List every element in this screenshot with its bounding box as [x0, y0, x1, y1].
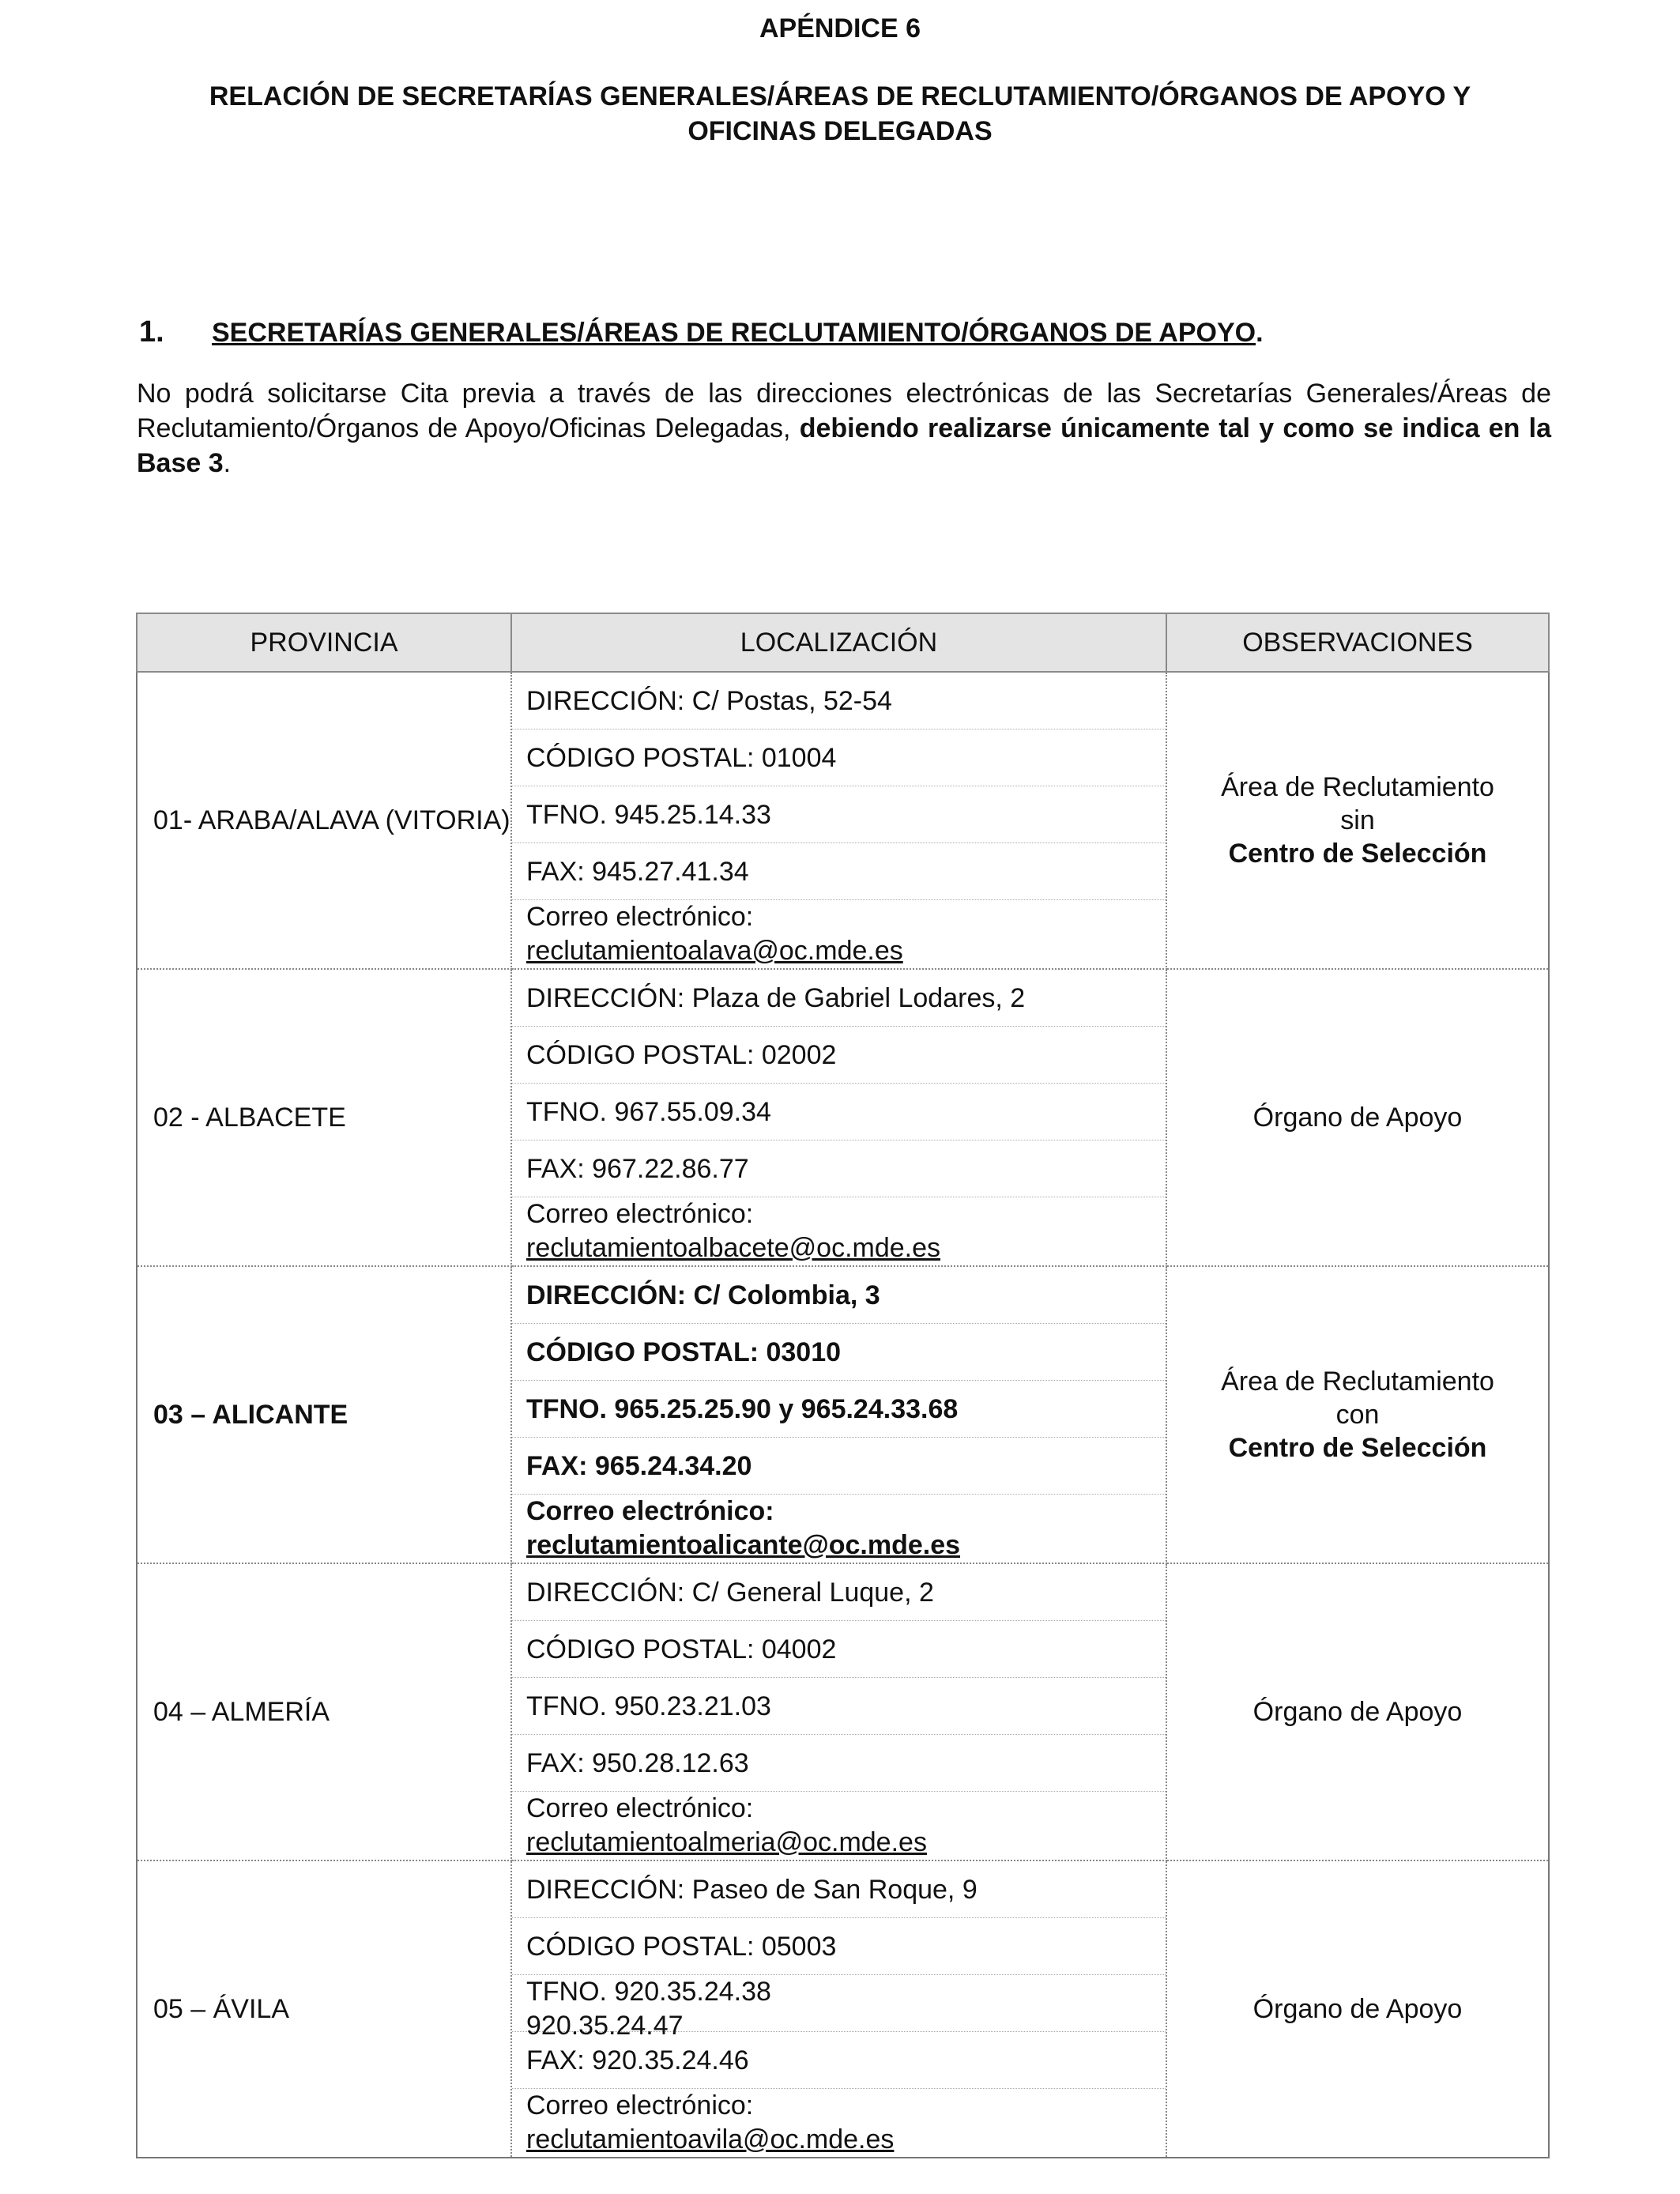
- table-row: [137, 672, 1549, 969]
- email-line: [512, 1495, 1166, 1563]
- observaciones-cell: [1166, 1266, 1549, 1563]
- phone-line: TFNO. 950.23.21.03: [512, 1678, 1166, 1735]
- email-line: [512, 2089, 1166, 2157]
- localizacion-cell: [511, 1563, 1166, 1860]
- fax-line: FAX: 967.22.86.77: [512, 1140, 1166, 1197]
- address-line: DIRECCIÓN: C/ General Luque, 2: [512, 1564, 1166, 1621]
- header-provincia: PROVINCIA: [137, 613, 511, 672]
- localizacion-cell: [511, 672, 1166, 969]
- section-title: SECRETARÍAS GENERALES/ÁREAS DE RECLUTAMIENTO/ÓRGANOS DE APOYO: [212, 318, 1256, 348]
- email-label: Correo electrónico:: [526, 2090, 754, 2120]
- email-link[interactable]: reclutamientoalava@oc.mde.es: [526, 936, 903, 966]
- email-label: Correo electrónico:: [526, 1793, 754, 1823]
- section-number: 1.: [139, 315, 164, 349]
- provincia-cell: 02 - ALBACETE: [137, 969, 511, 1266]
- intro-bold-text: debiendo realizarse únicamente tal y como se indica en la Base 3: [137, 413, 1551, 478]
- provincia-cell: 05 – ÁVILA: [137, 1860, 511, 2158]
- observation-text: Área de Reclutamiento: [1221, 772, 1494, 802]
- postal-code-line: CÓDIGO POSTAL: 01004: [512, 729, 1166, 786]
- header-localizacion: LOCALIZACIÓN: [511, 613, 1166, 672]
- phone-line: [512, 1975, 1166, 2041]
- observation-text: Órgano de Apoyo: [1252, 1103, 1463, 1133]
- observaciones-cell: [1166, 969, 1549, 1266]
- email-line: [512, 1197, 1166, 1265]
- section-title-end: .: [1256, 318, 1264, 348]
- table-row: [137, 1563, 1549, 1860]
- address-line: DIRECCIÓN: Paseo de San Roque, 9: [512, 1861, 1166, 1918]
- phone-number-secondary: 920.35.24.47: [526, 2011, 684, 2041]
- localizacion-cell: [511, 1860, 1166, 2158]
- phone-line: TFNO. 967.55.09.34: [512, 1084, 1166, 1140]
- postal-code-line: CÓDIGO POSTAL: 02002: [512, 1027, 1166, 1084]
- observaciones-cell: [1166, 1563, 1549, 1860]
- postal-code-line: CÓDIGO POSTAL: 05003: [512, 1918, 1166, 1975]
- observation-bold-text: Centro de Selección: [1228, 1433, 1487, 1463]
- fax-line: FAX: 950.28.12.63: [512, 1735, 1166, 1792]
- address-line: DIRECCIÓN: C/ Postas, 52-54: [512, 673, 1166, 729]
- provincia-cell: 01- ARABA/ALAVA (VITORIA): [137, 672, 511, 969]
- fax-line: FAX: 920.35.24.46: [512, 2032, 1166, 2089]
- intro-end: .: [223, 448, 232, 478]
- table-row: [137, 969, 1549, 1266]
- address-line: DIRECCIÓN: Plaza de Gabriel Lodares, 2: [512, 970, 1166, 1027]
- observaciones-cell: [1166, 1860, 1549, 2158]
- email-link[interactable]: reclutamientoalbacete@oc.mde.es: [526, 1233, 941, 1263]
- observation-text: con: [1335, 1400, 1380, 1430]
- observation-bold-text: Centro de Selección: [1228, 839, 1487, 869]
- observaciones-cell: [1166, 672, 1549, 969]
- localizacion-cell: [511, 969, 1166, 1266]
- address-line: DIRECCIÓN: C/ Colombia, 3: [512, 1267, 1166, 1324]
- fax-line: FAX: 965.24.34.20: [512, 1438, 1166, 1495]
- table-header-row: [137, 613, 1549, 672]
- intro-paragraph: [137, 376, 1551, 481]
- section-heading: [139, 313, 1561, 352]
- postal-code-line: CÓDIGO POSTAL: 03010: [512, 1324, 1166, 1381]
- email-line: [512, 1792, 1166, 1860]
- observation-text: Órgano de Apoyo: [1252, 1994, 1463, 2024]
- email-label: Correo electrónico:: [526, 1199, 754, 1229]
- email-link[interactable]: reclutamientoavila@oc.mde.es: [526, 2124, 895, 2154]
- provincia-cell: 04 – ALMERÍA: [137, 1563, 511, 1860]
- document-title: RELACIÓN DE SECRETARÍAS GENERALES/ÁREAS DE RECLUTAMIENTO/ÓRGANOS DE APOYO Y OFICINAS DELEGADAS: [209, 81, 1471, 146]
- phone-line: TFNO. 965.25.25.90 y 965.24.33.68: [512, 1381, 1166, 1438]
- postal-code-line: CÓDIGO POSTAL: 04002: [512, 1621, 1166, 1678]
- table-row: [137, 1860, 1549, 2158]
- email-link[interactable]: reclutamientoalicante@oc.mde.es: [526, 1530, 961, 1560]
- offices-table: [136, 613, 1550, 2158]
- observation-text: Área de Reclutamiento: [1221, 1367, 1494, 1397]
- observation-text: Órgano de Apoyo: [1252, 1697, 1463, 1727]
- appendix-heading: APÉNDICE 6: [759, 13, 921, 43]
- header-observaciones: OBSERVACIONES: [1166, 613, 1549, 672]
- provincia-cell: 03 – ALICANTE: [137, 1266, 511, 1563]
- observation-text: sin: [1340, 805, 1375, 835]
- intro-text: No podrá solicitarse Cita previa a través de las direcciones electrónicas de las Secretarías Generales/Áreas de Reclutamiento/Órganos de Apoyo/Oficinas Delegadas,: [137, 379, 1551, 443]
- email-label: Correo electrónico:: [526, 1496, 774, 1526]
- email-line: [512, 900, 1166, 968]
- table-row: [137, 1266, 1549, 1563]
- fax-line: FAX: 945.27.41.34: [512, 843, 1166, 900]
- phone-number: TFNO. 920.35.24.38: [526, 1977, 771, 2007]
- email-label: Correo electrónico:: [526, 902, 754, 932]
- phone-line: TFNO. 945.25.14.33: [512, 786, 1166, 843]
- localizacion-cell: [511, 1266, 1166, 1563]
- email-link[interactable]: reclutamientoalmeria@oc.mde.es: [526, 1827, 927, 1857]
